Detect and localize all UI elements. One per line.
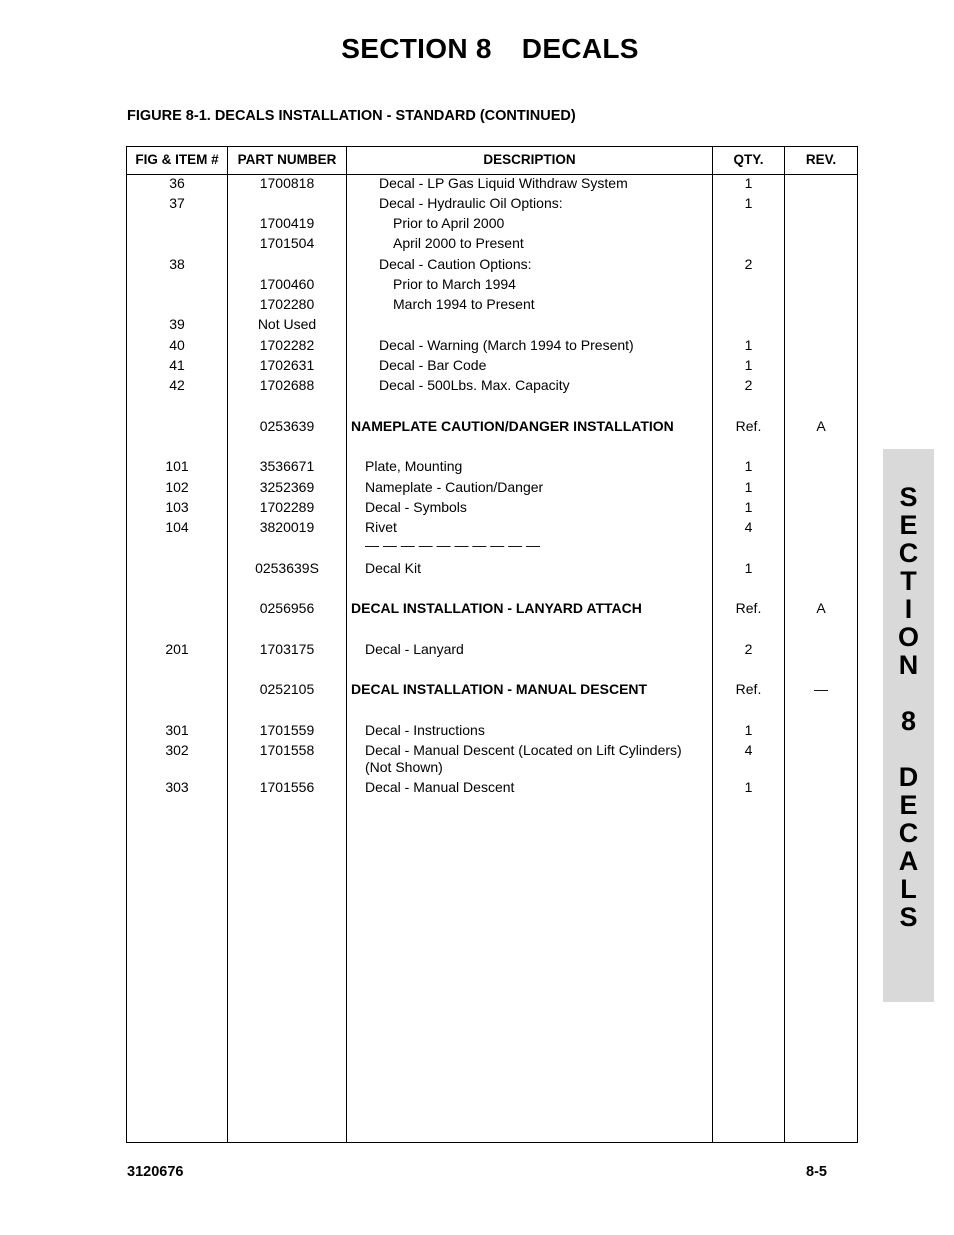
side-tab-letter: L xyxy=(900,874,917,904)
side-tab-letter: N xyxy=(898,650,919,680)
side-tab-letters xyxy=(883,483,934,931)
cell-part: 1700419 xyxy=(259,215,315,231)
cell-desc: Decal - Manual Descent (Located on Lift Cylinders) (Not Shown) xyxy=(365,742,682,775)
cell-part: Not Used xyxy=(257,316,317,332)
cell-item: 42 xyxy=(169,377,185,393)
cell-desc: DECAL INSTALLATION - LANYARD ATTACH xyxy=(351,600,642,616)
section-number: SECTION 8 xyxy=(341,33,492,64)
cell-item: 101 xyxy=(165,458,189,474)
cell-item: 302 xyxy=(165,742,189,758)
cell-part: 1700818 xyxy=(259,175,315,191)
cell-part: 1702631 xyxy=(259,357,315,373)
cell-qty: Ref. xyxy=(735,418,762,434)
header-qty: QTY. xyxy=(733,152,764,167)
side-tab-letter: C xyxy=(898,818,919,848)
header-fig-item: FIG & ITEM # xyxy=(135,152,219,167)
cell-desc: Decal Kit xyxy=(365,560,422,576)
cell-part: 0253639S xyxy=(255,560,319,576)
cell-desc: Decal - Symbols xyxy=(365,499,467,515)
cell-desc: Decal - Bar Code xyxy=(379,357,487,373)
cell-qty: 1 xyxy=(744,779,753,795)
cell-item: 40 xyxy=(169,337,185,353)
side-tab-letter xyxy=(883,735,934,763)
header-description: DESCRIPTION xyxy=(483,152,576,167)
side-tab-letter: O xyxy=(897,622,919,652)
cell-part: 1700460 xyxy=(259,276,315,292)
cell-item: 201 xyxy=(165,641,189,657)
cell-item: 102 xyxy=(165,479,189,495)
cell-desc: Decal - Hydraulic Oil Options: xyxy=(379,195,563,211)
cell-rev: A xyxy=(816,418,826,434)
side-tab-letter: E xyxy=(899,790,918,820)
cell-part: 1702282 xyxy=(259,337,315,353)
cell-item: 38 xyxy=(169,256,185,272)
cell-desc: Decal - Warning (March 1994 to Present) xyxy=(379,337,634,353)
side-tab-letter: D xyxy=(898,762,919,792)
cell-qty: 1 xyxy=(744,479,753,495)
cell-desc: DECAL INSTALLATION - MANUAL DESCENT xyxy=(351,681,648,697)
cell-item: 39 xyxy=(169,316,185,332)
side-tab-letter: I xyxy=(904,594,913,624)
side-tab-letter: S xyxy=(899,482,918,512)
cell-part: 0252105 xyxy=(259,681,315,697)
cell-qty: 1 xyxy=(744,499,753,515)
cell-qty: 1 xyxy=(744,337,753,353)
cell-qty: 2 xyxy=(744,641,753,657)
cell-qty: 4 xyxy=(744,742,753,758)
cell-qty: Ref. xyxy=(735,681,762,697)
header-rev: REV. xyxy=(805,152,837,167)
cell-desc: — — — — — — — — — — xyxy=(365,537,541,553)
page-number: 8-5 xyxy=(806,1164,827,1180)
cell-desc: Prior to April 2000 xyxy=(393,215,505,231)
header-part-number: PART NUMBER xyxy=(237,152,337,167)
side-tab-letter xyxy=(883,679,934,707)
cell-part: 1703175 xyxy=(259,641,315,657)
cell-qty: 1 xyxy=(744,458,753,474)
cell-rev: A xyxy=(816,600,826,616)
cell-desc: Decal - 500Lbs. Max. Capacity xyxy=(379,377,570,393)
cell-part: 1701558 xyxy=(259,742,315,758)
cell-desc: Decal - Manual Descent xyxy=(365,779,515,795)
cell-qty: 1 xyxy=(744,175,753,191)
cell-desc: Prior to March 1994 xyxy=(393,276,516,292)
cell-part: 1702688 xyxy=(259,377,315,393)
cell-item: 36 xyxy=(169,175,185,191)
cell-qty: 2 xyxy=(744,256,753,272)
cell-qty: Ref. xyxy=(735,600,762,616)
cell-item: 37 xyxy=(169,195,185,211)
cell-item: 103 xyxy=(165,499,189,515)
cell-desc: Plate, Mounting xyxy=(365,458,463,474)
cell-part: 1702280 xyxy=(259,296,315,312)
cell-part: 1701559 xyxy=(259,722,315,738)
cell-desc: Decal - Caution Options: xyxy=(379,256,532,272)
cell-part: 0256956 xyxy=(259,600,315,616)
section-name: DECALS xyxy=(521,33,639,64)
figure-title: FIGURE 8-1. DECALS INSTALLATION - STANDARD (CONTINUED) xyxy=(127,108,576,124)
side-tab-letter: E xyxy=(899,510,918,540)
cell-qty: 1 xyxy=(744,560,753,576)
cell-qty: 2 xyxy=(744,377,753,393)
cell-qty: 4 xyxy=(744,519,753,535)
cell-desc: Decal - LP Gas Liquid Withdraw System xyxy=(379,175,628,191)
cell-qty: 1 xyxy=(744,357,753,373)
page-title xyxy=(0,33,954,65)
cell-part: 1701504 xyxy=(259,235,315,251)
cell-item: 303 xyxy=(165,779,189,795)
document-number: 3120676 xyxy=(127,1164,184,1180)
cell-item: 301 xyxy=(165,722,189,738)
cell-part: 3252369 xyxy=(259,479,315,495)
cell-part: 1702289 xyxy=(259,499,315,515)
cell-desc: Rivet xyxy=(365,519,397,535)
cell-desc: Nameplate - Caution/Danger xyxy=(365,479,544,495)
section-side-tab xyxy=(883,449,934,1002)
side-tab-letter: T xyxy=(900,566,917,596)
cell-item: 41 xyxy=(169,357,185,373)
side-tab-letter: 8 xyxy=(900,706,917,736)
cell-desc: Decal - Instructions xyxy=(365,722,485,738)
cell-part: 3536671 xyxy=(259,458,315,474)
side-tab-letter: C xyxy=(898,538,919,568)
cell-desc: April 2000 to Present xyxy=(393,235,524,251)
side-tab-letter: S xyxy=(899,902,918,932)
cell-rev: — xyxy=(814,681,828,697)
cell-desc: NAMEPLATE CAUTION/DANGER INSTALLATION xyxy=(351,418,674,434)
cell-part: 0253639 xyxy=(259,418,315,434)
column-divider xyxy=(784,147,785,1142)
cell-qty: 1 xyxy=(744,195,753,211)
side-tab-letter: A xyxy=(898,846,919,876)
cell-desc: Decal - Lanyard xyxy=(365,641,464,657)
parts-table xyxy=(126,146,858,1143)
cell-part: 3820019 xyxy=(259,519,315,535)
cell-part: 1701556 xyxy=(259,779,315,795)
cell-desc: March 1994 to Present xyxy=(393,296,535,312)
cell-qty: 1 xyxy=(744,722,753,738)
cell-item: 104 xyxy=(165,519,189,535)
